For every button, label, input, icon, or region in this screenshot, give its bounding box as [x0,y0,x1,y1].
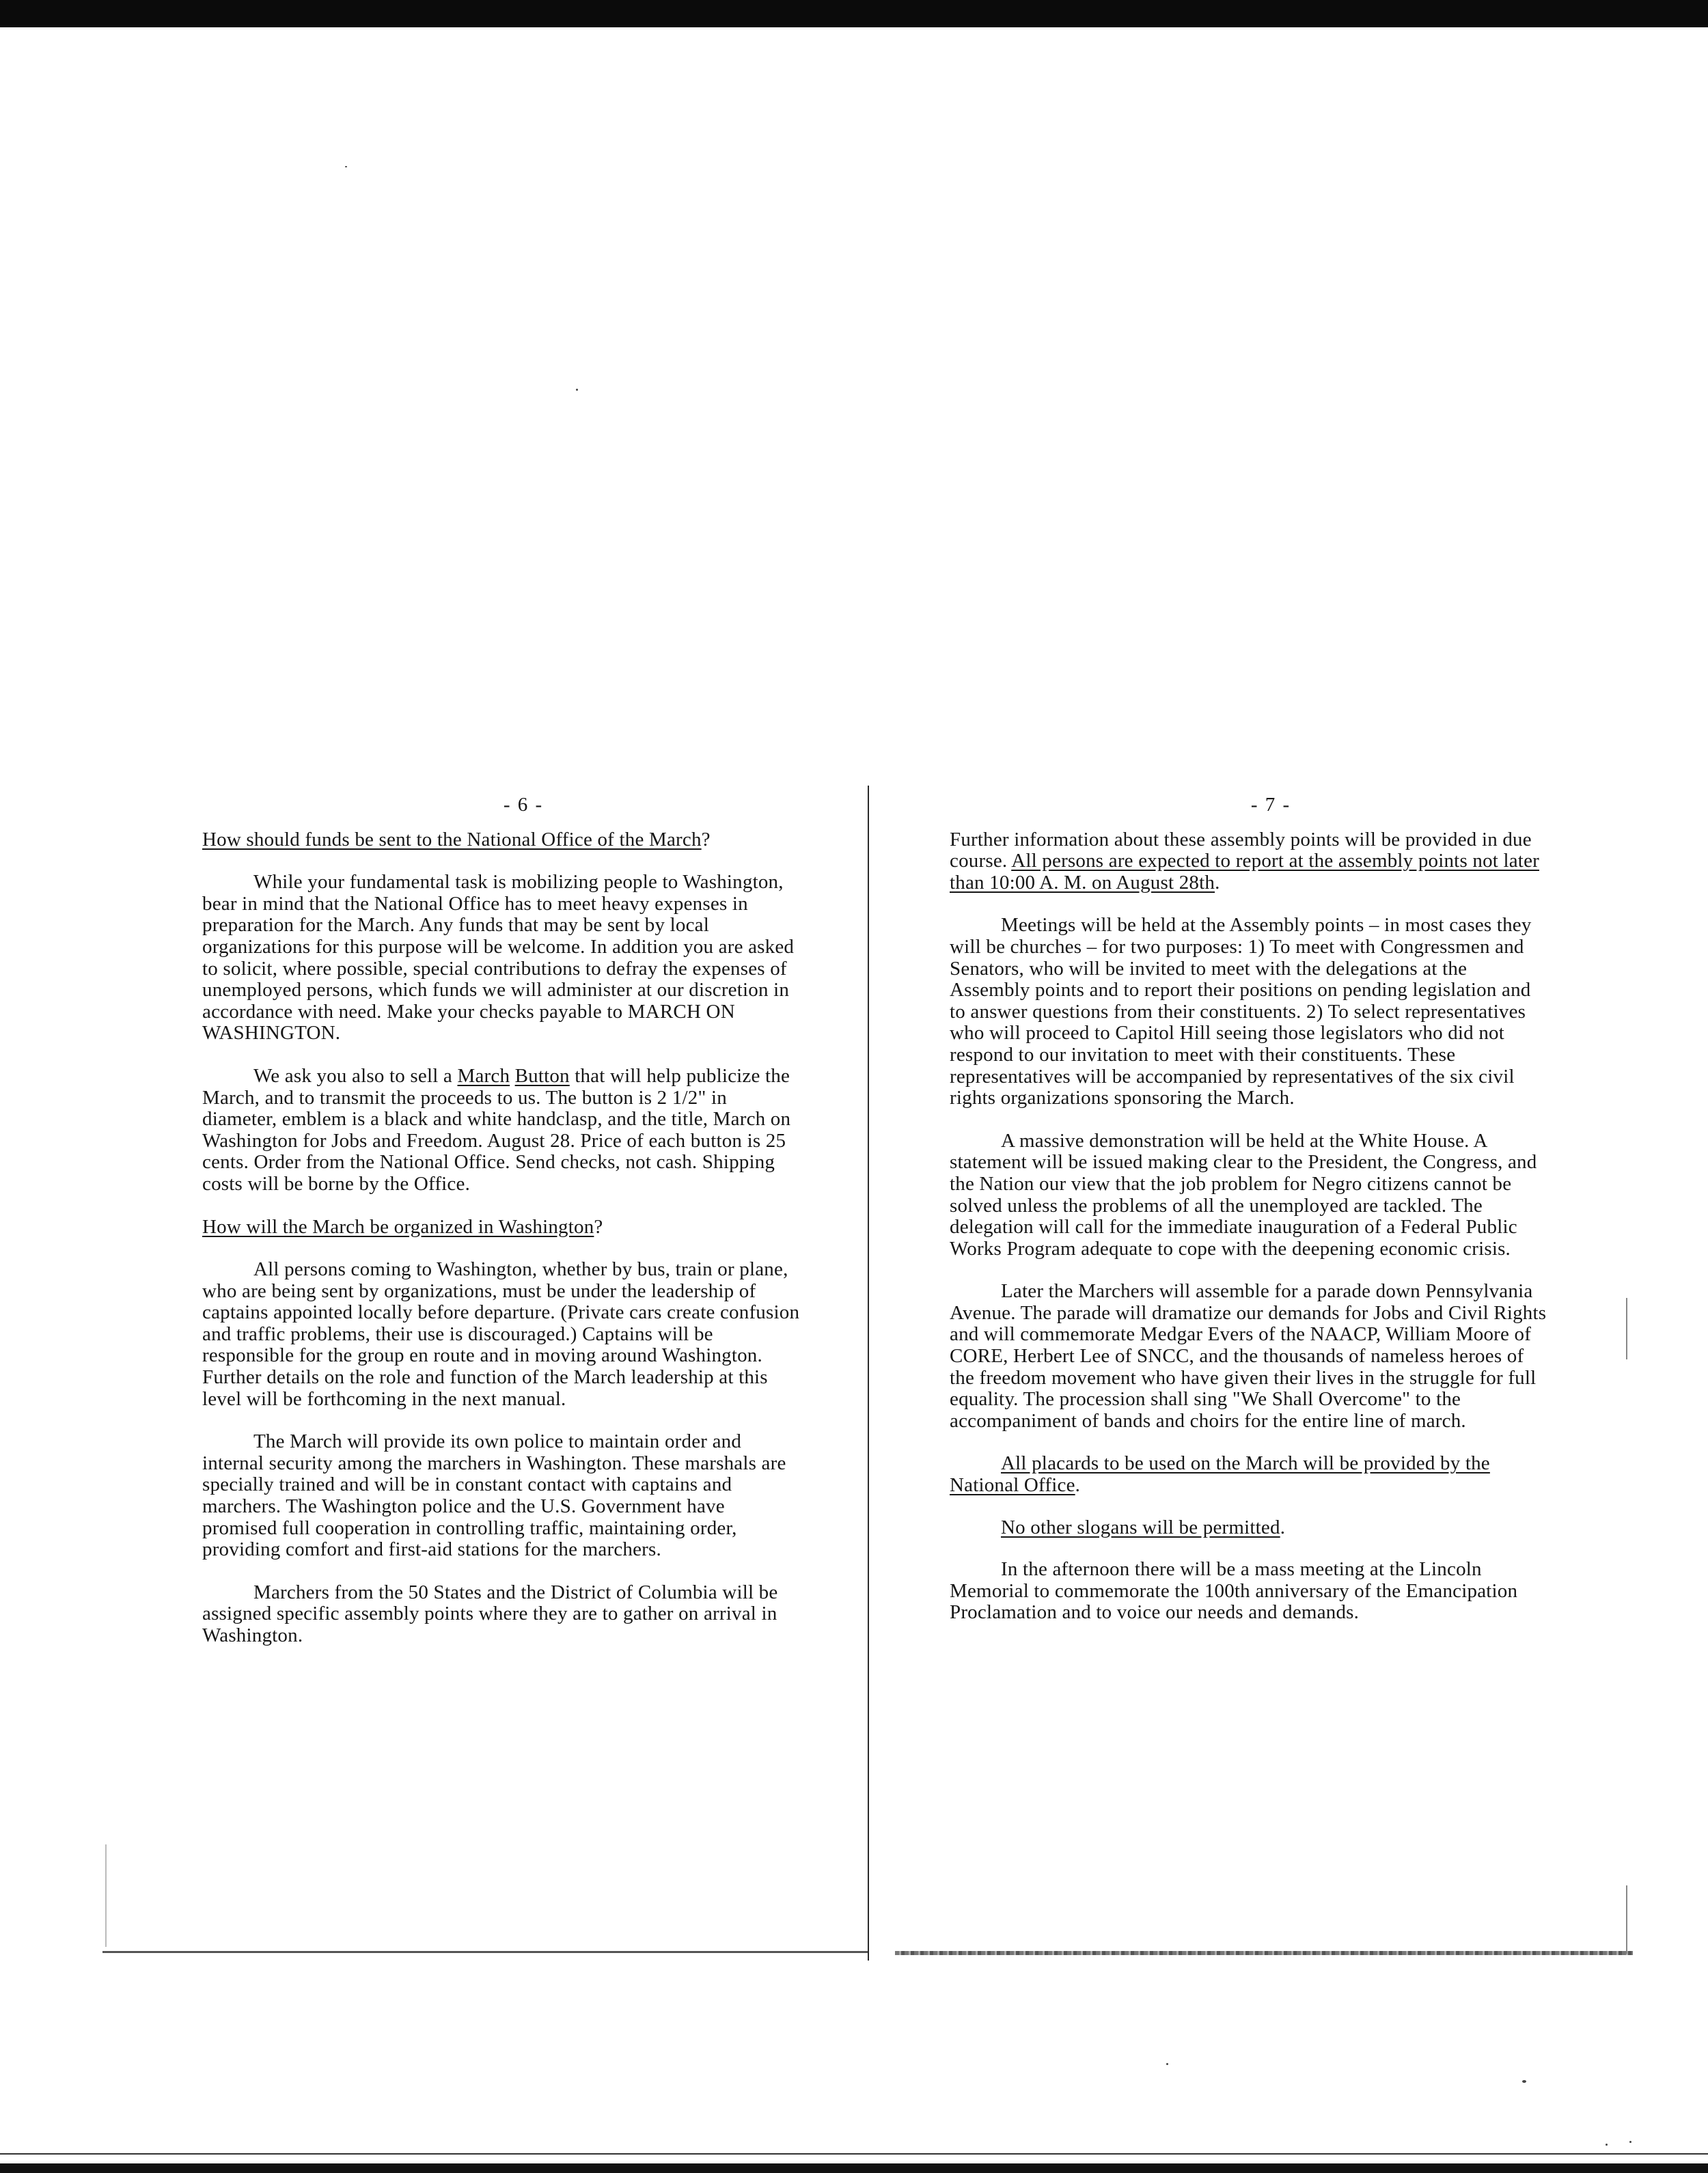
paragraph: Further information about these assembly points will be provided in due course. All persons are expected to report at the assembly points not later than 10:00 A. M. on August 28th. [950,828,1539,894]
scan-top-border [0,0,1708,27]
right-page-edge-mark [1626,1298,1627,1359]
paragraph-placards: All placards to be used on the March will be provided by the National Office. [950,1452,1490,1497]
scan-speck [1522,2080,1526,2083]
paragraph: While your fundamental task is mobilizing people to Washington, bear in mind that the National Office has to meet heavy expenses in preparation for the March. Any funds that may be sent by local organizations for this purpose will be welcome. In addition you are asked to solicit, where possible, special contributions to defray the expenses of unemployed persons, which funds we will administer at our discretion in accordance with need. Make your checks payable to MARCH ON WASHINGTON. [202,871,795,1044]
scan-speck [1166,2063,1168,2065]
page-number: - 6 - [503,794,544,816]
section-heading-organization: How will the March be organized in Washington? [202,1215,603,1238]
book-spine-line [868,786,869,1961]
section-heading-funds: How should funds be sent to the National Office of the March? [202,828,711,850]
left-page [202,794,803,1668]
left-page-bottom-edge [102,1951,868,1953]
paragraph: All persons coming to Washington, whether by bus, train or plane, who are being sent by organizations, must be under the leadership of captains appointed locally before departure. (Private cars create confusion and traffic problems, their use is discouraged.) Captains will be responsible for the group en route and in moving around Washington. Further details on the role and function of the March leadership at this level will be forthcoming in the next manual. [202,1258,800,1410]
right-page-edge-mark [1626,1885,1627,1954]
scan-bottom-line [0,2153,1708,2155]
paragraph: Marchers from the 50 States and the District of Columbia will be assigned specific assembly points where they are to gather on arrival in Washington. [202,1581,778,1646]
scan-speck [345,166,347,167]
paragraph-slogans: No other slogans will be permitted. [1001,1516,1286,1538]
paragraph: Later the Marchers will assemble for a parade down Pennsylvania Avenue. The parade will dramatize our demands for Jobs and Civil Rights and will commemorate Medgar Evers of the NAACP, William Moore of CORE, Herbert Lee of SNCC, and the thousands of nameless heroes of the freedom movement who have given their lives in the struggle for full equality. The procession shall sing "We Shall Overcome" to the accompaniment of bands and choirs for the entire line of march. [950,1280,1547,1432]
right-page [950,794,1551,1645]
paragraph: Meetings will be held at the Assembly points – in most cases they will be churches – for two purposes: 1) To meet with Congressmen and Senators, who will be invited to meet with the delegations at the Assembly points and to report their positions on pending legislation and to answer questions from their constituents. 2) To select representatives who will proceed to Capitol Hill seeing those legislators who did not respond to our invitation to meet with their constituents. These representatives will be accompanied by representatives of the six civil rights organizations sponsoring the March. [950,914,1532,1109]
paragraph: In the afternoon there will be a mass meeting at the Lincoln Memorial to commemorate the 100th anniversary of the Emancipation Proclamation and to voice our needs and demands. [950,1558,1518,1624]
paragraph: The March will provide its own police to maintain order and internal security among the marchers in Washington. These marshals are specially trained and will be in constant contact with captains and marchers. The Washington police and the U.S. Government have promised full cooperation in controlling traffic, maintaining order, providing comfort and first-aid stations for the marchers. [202,1430,786,1561]
scan-speck [1629,2141,1631,2143]
right-page-bottom-edge [895,1951,1633,1955]
scan-speck [1606,2144,1608,2146]
scan-speck [576,389,578,391]
page-number: - 7 - [1250,794,1291,816]
left-page-edge-mark [105,1844,107,1947]
paragraph: A massive demonstration will be held at the White House. A statement will be issued making clear to the President, the Congress, and the Nation our view that the job problem for Negro citizens cannot be solved unless the problems of all the unemployed are tackled. The delegation will call for the immediate inauguration of a Federal Public Works Program adequate to cope with the deepening economic crisis. [950,1129,1537,1260]
paragraph: We ask you also to sell a March Button that will help publicize the March, and to transmit the proceeds to us. The button is 2 1/2" in diameter, emblem is a black and white handclasp, and the title, March on Washington for Jobs and Freedom. August 28. Price of each button is 25 cents. Order from the National Office. Send checks, not cash. Shipping costs will be borne by the Office. [202,1064,791,1195]
scan-bottom-border [0,2163,1708,2173]
